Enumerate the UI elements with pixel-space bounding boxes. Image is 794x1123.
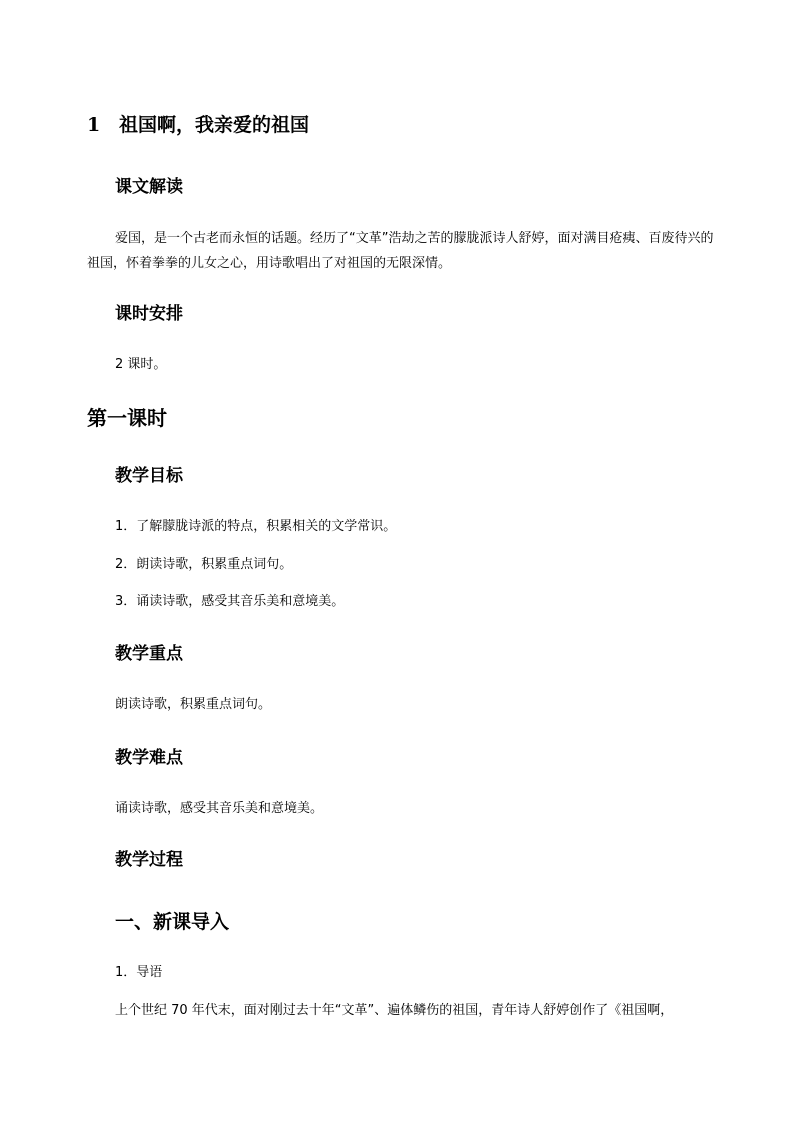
- title-number: 1: [87, 114, 101, 136]
- intro-heading: 一、新课导入: [115, 911, 230, 933]
- focus-heading: 教学重点: [115, 644, 183, 664]
- goal-item-2: 2．朗读诗歌，积累重点词句。: [115, 557, 293, 572]
- reading-heading: 课文解读: [115, 177, 183, 197]
- intro-item: 1．导语: [115, 965, 163, 980]
- schedule-heading: 课时安排: [115, 304, 183, 324]
- focus-text: 朗读诗歌，积累重点词句。: [115, 697, 272, 712]
- difficulty-heading: 教学难点: [115, 748, 183, 768]
- difficulty-text: 诵读诗歌，感受其音乐美和意境美。: [115, 801, 324, 816]
- document-title: [87, 112, 309, 138]
- goal-item-3: 3．诵读诗歌，感受其音乐美和意境美。: [115, 594, 345, 609]
- intro-paragraph: 上个世纪 70 年代末，面对刚过去十年“文革”、遍体鳞伤的祖国，青年诗人舒婷创作了《祖国啊，: [115, 1003, 674, 1018]
- schedule-text: 2 课时。: [115, 357, 167, 372]
- reading-paragraph: 爱国，是一个古老而永恒的话题。经历了“文革”浩劫之苦的朦胧派诗人舒婷，面对满目疮痍、百废待兴的祖国，怀着拳拳的儿女之心，用诗歌唱出了对祖国的无限深情。: [87, 231, 714, 271]
- lesson-heading: 第一课时: [87, 406, 167, 430]
- title-text: 祖国啊，我亲爱的祖国: [119, 114, 310, 136]
- goals-heading: 教学目标: [115, 466, 183, 486]
- goal-item-1: 1．了解朦胧诗派的特点，积累相关的文学常识。: [115, 519, 397, 534]
- process-heading: 教学过程: [115, 850, 183, 870]
